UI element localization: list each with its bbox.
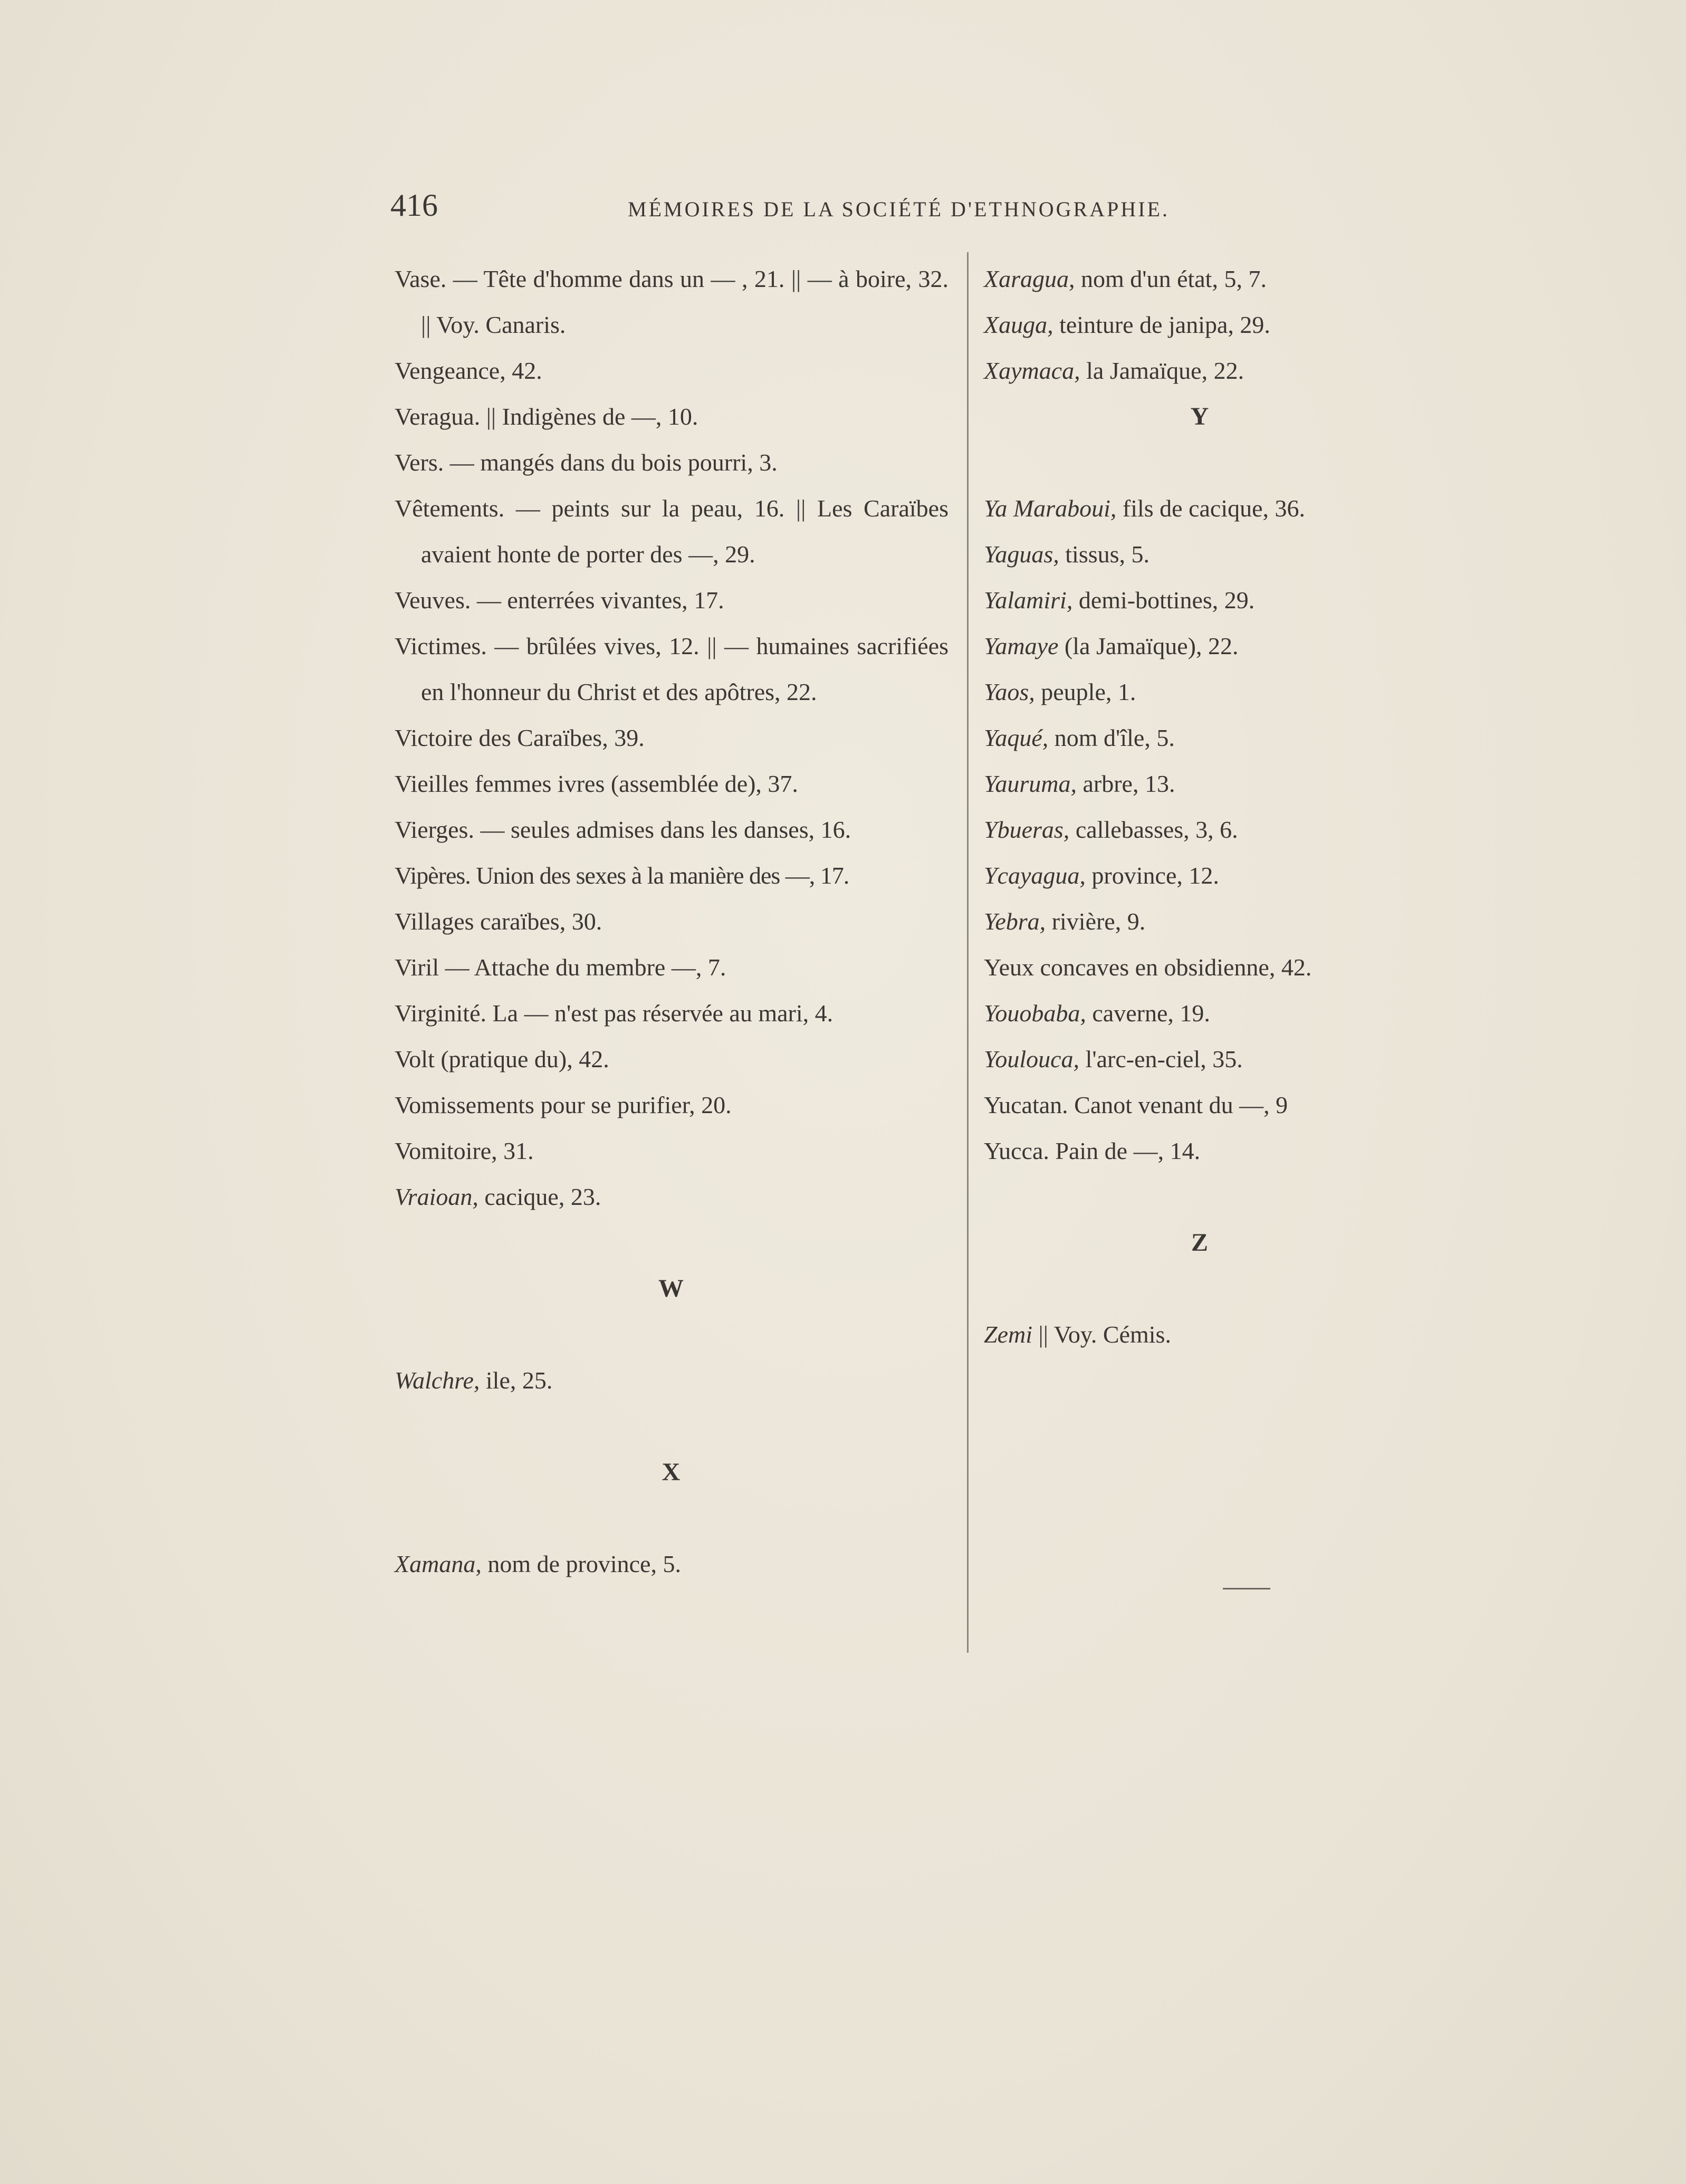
index-entry: Vomitoire, 31. [395,1137,534,1164]
index-entry: Yamaye (la Jamaïque), 22. [984,633,1239,659]
index-entry: Vipères. Union des sexes à la manière des —, 17. [395,862,849,889]
index-entry: Xaragua, nom d'un état, 5, 7. [984,265,1267,292]
index-entry: Volt (pratique du), 42. [395,1046,609,1072]
column-divider [967,252,969,1653]
section-letter-y: Y [1190,403,1210,430]
section-letter-x: X [662,1458,682,1486]
index-entry: Villages caraïbes, 30. [395,908,602,935]
index-entry: Xamana, nom de province, 5. [395,1550,681,1577]
index-entry: Vengeance, 42. [395,357,542,384]
index-entry: Vase. — Tête d'homme dans un — , 21. || — à boire, 32. || Voy. Canaris. [395,265,949,338]
index-entry: Xauga, teinture de janipa, 29. [984,311,1270,338]
index-entry: Ybueras, callebasses, 3, 6. [984,816,1238,843]
index-entry: Yauruma, arbre, 13. [984,770,1175,797]
page-number: 416 [390,188,438,223]
page-header [390,187,1264,235]
index-entry: Ycayagua, province, 12. [984,862,1219,889]
section-letter-w: W [658,1275,685,1302]
index-entry: Vomissements pour se purifier, 20. [395,1091,732,1118]
index-entry: Walchre, ile, 25. [395,1367,553,1394]
index-entry: Yucatan. Canot venant du —, 9 [984,1091,1288,1118]
index-entry: Veuves. — enterrées vivantes, 17. [395,587,724,614]
index-entry: Yaqué, nom d'île, 5. [984,724,1175,751]
index-entry: Yeux concaves en obsidienne, 42. [984,954,1312,981]
index-entry: Yaos, peuple, 1. [984,678,1136,705]
index-entry: Vraioan, cacique, 23. [395,1183,601,1210]
index-entry: Youlouca, l'arc-en-ciel, 35. [984,1046,1243,1072]
index-entry: Viril — Attache du membre —, 7. [395,954,726,981]
end-rule [1223,1588,1270,1589]
right-column [984,256,1416,1357]
index-entry: Veragua. || Indigènes de —, 10. [395,403,698,430]
index-entry: Yucca. Pain de —, 14. [984,1137,1201,1164]
index-entry: Yebra, rivière, 9. [984,908,1146,935]
index-entry: Vêtements. — peints sur la peau, 16. || Les Caraïbes avaient honte de porter des —, 29. [395,495,949,568]
index-entry: Victimes. — brûlées vives, 12. || — humaines sacrifiées en l'honneur du Christ et des apôtres, 22. [395,633,949,705]
index-entry: Zemi || Voy. Cémis. [984,1321,1171,1348]
index-entry: Victoire des Caraïbes, 39. [395,724,645,751]
index-entry: Youobaba, caverne, 19. [984,1000,1210,1027]
index-entry: Vieilles femmes ivres (assemblée de), 37. [395,770,798,797]
index-entry: Ya Maraboui, fils de cacique, 36. [984,495,1306,522]
index-entry: Xaymaca, la Jamaïque, 22. [984,357,1244,384]
index-entry: Virginité. La — n'est pas réservée au mari, 4. [395,1000,834,1027]
index-entry: Yaguas, tissus, 5. [984,541,1150,568]
index-entry: Yalamiri, demi-bottines, 29. [984,587,1255,614]
index-entry: Vierges. — seules admises dans les danses, 16. [395,816,851,843]
running-title: MÉMOIRES DE LA SOCIÉTÉ D'ETHNOGRAPHIE. [628,197,1170,221]
index-entry: Vers. — mangés dans du bois pourri, 3. [395,449,778,476]
left-column [395,256,949,1587]
section-letter-z: Z [1191,1229,1209,1257]
